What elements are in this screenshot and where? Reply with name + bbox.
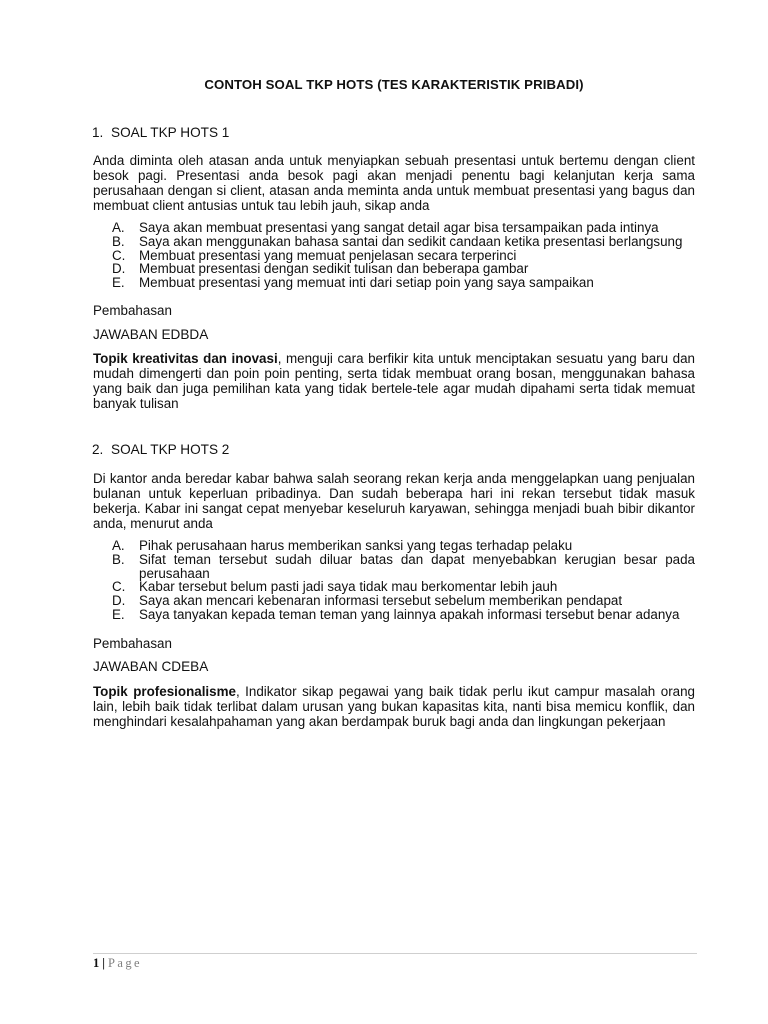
option-text: Sifat teman tersebut sudah diluar batas dan dapat menyebabkan kerugian besar pada perusahaan <box>139 551 695 581</box>
section-2-explanation <box>93 684 695 729</box>
section-2-question: Di kantor anda beredar kabar bahwa salah seorang rekan kerja anda menggelapkan uang penjualan bulanan untuk keperluan pribadinya. Dan sudah beberapa hari ini rekan tersebut tidak masuk bekerja. Kabar ini sangat cepat menyebar keseluruh karyawan, sehingga menjadi buah bibir dikantor anda, menurut anda <box>93 471 695 531</box>
option-text: Membuat presentasi dengan sedikit tulisan dan beberapa gambar <box>139 261 529 277</box>
option-item <box>93 580 695 594</box>
option-text: Membuat presentasi yang memuat inti dari setiap poin yang saya sampaikan <box>139 275 594 291</box>
section-1-answer: JAWABAN EDBDA <box>93 327 209 342</box>
option-item <box>93 594 695 608</box>
section-2-explanation-text: , Indikator sikap pegawai yang baik tidak perlu ikut campur masalah orang lain, lebih baik tidak terlibat dalam urusan yang bukan kapasitas kita, nanti bisa memicu konflik, dan menghindari kesalahpahaman yang akan berdampak buruk bagi anda dan lingkungan pekerjaan <box>93 684 695 729</box>
option-letter: D. <box>112 593 126 609</box>
option-letter: C. <box>112 579 126 595</box>
option-item <box>93 553 695 581</box>
section-1-question: Anda diminta oleh atasan anda untuk menyiapkan sebuah presentasi untuk bertemu dengan client besok pagi. Presentasi anda besok pagi akan menjadi penentu bagi kelanjutan kerja sama perusahaan dengan si client, atasan anda meminta anda untuk membuat presentasi yang bagus dan membuat client antusias untuk tau lebih jauh, sikap anda <box>93 153 695 213</box>
option-letter: A. <box>112 220 125 235</box>
option-item <box>93 276 695 290</box>
option-text: Kabar tersebut belum pasti jadi saya tidak mau berkomentar lebih jauh <box>139 579 558 595</box>
section-2-discussion-label: Pembahasan <box>93 636 172 651</box>
section-1-title: SOAL TKP HOTS 1 <box>111 125 230 140</box>
footer-separator: | <box>102 956 106 970</box>
section-2-heading <box>92 442 229 457</box>
section-1-explanation-text: , menguji cara berfikir kita untuk menciptakan sesuatu yang baru dan mudah dimengerti dan poin poin penting, serta tidak membuat orang bosan, menggunakan bahasa yang baik dan juga pemilihan kata yang tidak bertele-tele agar mudah dipahami serta tidak memuat banyak tulisan <box>93 351 695 411</box>
option-item <box>93 235 695 249</box>
section-1-explanation <box>93 351 695 411</box>
option-letter: B. <box>112 551 125 567</box>
section-1-topic: Topik kreativitas dan inovasi <box>93 351 278 366</box>
option-text: Saya tanyakan kepada teman teman yang lainnya apakah informasi tersebut benar adanya <box>139 606 680 622</box>
footer-page-number: 1 <box>93 956 100 970</box>
option-text: Saya akan menggunakan bahasa santai dan sedikit candaan ketika presentasi berlangsung <box>139 233 683 249</box>
section-2-answer: JAWABAN CDEBA <box>93 659 209 674</box>
option-item <box>93 539 695 553</box>
page-footer <box>93 956 142 971</box>
section-2-number: 2. <box>92 442 104 457</box>
document-title: CONTOH SOAL TKP HOTS (TES KARAKTERISTIK PRIBADI) <box>204 77 584 92</box>
option-letter: C. <box>112 247 126 263</box>
option-item <box>93 262 695 276</box>
option-item <box>93 608 695 622</box>
option-text: Saya akan membuat presentasi yang sangat detail agar bisa tersampaikan pada intinya <box>139 220 659 235</box>
footer-page-label: Page <box>108 956 142 970</box>
section-1-discussion-label: Pembahasan <box>93 303 172 318</box>
option-item <box>93 249 695 263</box>
footer-divider <box>93 953 697 954</box>
option-letter: E. <box>112 275 125 291</box>
section-1-options <box>93 221 695 290</box>
section-1-number: 1. <box>92 125 104 140</box>
option-letter: B. <box>112 233 125 249</box>
option-item <box>93 221 695 235</box>
option-text: Saya akan mencari kebenaran informasi tersebut sebelum memberikan pendapat <box>139 593 623 609</box>
section-2-title: SOAL TKP HOTS 2 <box>111 442 230 457</box>
section-2-topic: Topik profesionalisme <box>93 684 236 699</box>
option-text: Pihak perusahaan harus memberikan sanksi yang tegas terhadap pelaku <box>139 538 573 553</box>
option-letter: D. <box>112 261 126 277</box>
section-1-heading <box>92 125 229 140</box>
section-2-options <box>93 539 695 622</box>
option-letter: A. <box>112 538 125 553</box>
option-text: Membuat presentasi yang memuat penjelasan secara terperinci <box>139 247 517 263</box>
option-letter: E. <box>112 606 125 622</box>
